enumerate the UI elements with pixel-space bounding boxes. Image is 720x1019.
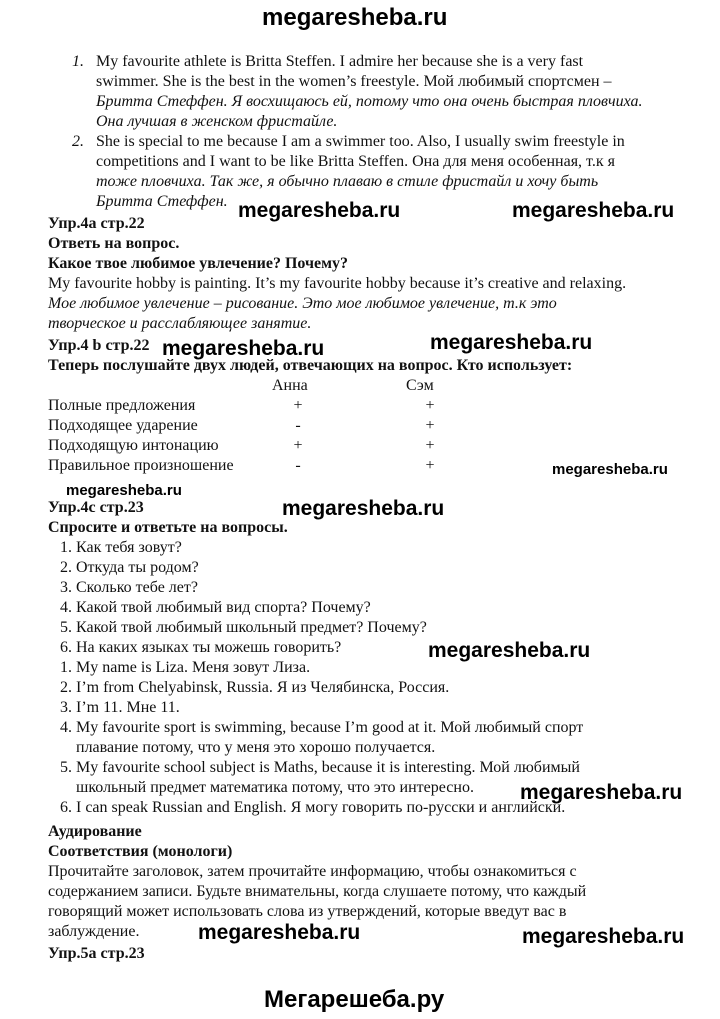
watermark: megaresheba.ru <box>428 639 591 662</box>
watermark: megaresheba.ru <box>238 199 401 222</box>
row-label: Правильное произношение <box>48 457 234 474</box>
intro-line: Она лучшая в женском фристайле. <box>96 113 338 130</box>
table-row <box>48 396 468 416</box>
intro-line: Бритта Стеффен. Я восхищаюсь ей, потому что она очень быстрая пловчиха. <box>96 93 643 110</box>
intro-line: тоже пловчиха. Так же, я обычно плаваю в стиле фристайл и хочу быть <box>96 173 599 190</box>
sam-mark: + <box>425 437 435 454</box>
listening-heading: Аудирование <box>48 823 142 840</box>
watermark: megaresheba.ru <box>522 925 685 948</box>
ex4a-answer-ru: Мое любимое увлечение – рисование. Это мое любимое увлечение, т.к это <box>48 295 557 312</box>
ex4c-task: Спросите и ответьте на вопросы. <box>48 519 288 536</box>
watermark: megaresheba.ru <box>552 461 668 478</box>
watermark: megaresheba.ru <box>282 497 445 520</box>
ex4b-task: Теперь послушайте двух людей, отвечающих на вопрос. Кто использует: <box>48 357 573 374</box>
sam-mark: + <box>425 457 435 474</box>
ex4a-task: Ответь на вопрос. <box>48 235 180 252</box>
listening-text: говорящий может использовать слова из утверждений, которые введут вас в <box>48 903 567 920</box>
row-label: Полные предложения <box>48 397 196 414</box>
ex4a-question: Какое твое любимое увлечение? Почему? <box>48 255 349 272</box>
anna-mark: - <box>295 417 301 434</box>
intro-line: Бритта Стеффен. <box>96 193 228 210</box>
table-row <box>48 416 468 436</box>
ex4a-heading: Упр.4a стр.22 <box>48 215 145 232</box>
intro-line: She is special to me because I am a swimmer too. Also, I usually swim freestyle in <box>96 133 625 150</box>
intro-line: My favourite athlete is Britta Steffen. I admire her because she is a very fast <box>96 53 584 70</box>
item-number: 1. <box>72 53 84 70</box>
site-header: megaresheba.ru <box>262 4 448 31</box>
watermark: megaresheba.ru <box>520 781 683 804</box>
listening-subheading: Соответствия (монологи) <box>48 843 233 860</box>
table-row <box>48 436 468 456</box>
ex4a-answer-en: My favourite hobby is painting. It’s my favourite hobby because it’s creative and relaxing. <box>48 275 627 292</box>
watermark: megaresheba.ru <box>66 482 182 499</box>
col-sam: Сэм <box>406 377 434 394</box>
item-number: 2. <box>72 133 84 150</box>
listening-text: заблуждение. <box>48 923 140 940</box>
ex4c-heading: Упр.4c стр.23 <box>48 499 144 516</box>
table-row <box>48 456 468 476</box>
anna-mark: - <box>295 457 301 474</box>
sam-mark: + <box>425 417 435 434</box>
watermark: megaresheba.ru <box>162 337 325 360</box>
listening-text: Прочитайте заголовок, затем прочитайте информацию, чтобы ознакомиться с <box>48 863 577 880</box>
watermark: megaresheba.ru <box>430 331 593 354</box>
intro-line: swimmer. She is the best in the women’s freestyle. Мой любимый спортсмен – <box>96 73 612 90</box>
sam-mark: + <box>425 397 435 414</box>
site-footer: Мегарешеба.ру <box>264 986 445 1013</box>
anna-mark: + <box>293 397 303 414</box>
watermark: megaresheba.ru <box>512 199 675 222</box>
listening-text: содержанием записи. Будьте внимательны, когда слушаете потому, что каждый <box>48 883 587 900</box>
row-label: Подходящее ударение <box>48 417 198 434</box>
anna-mark: + <box>293 437 303 454</box>
table-header <box>48 376 468 396</box>
row-label: Подходящую интонацию <box>48 437 219 454</box>
intro-line: competitions and I want to be like Britta Steffen. Она для меня особенная, т.к я <box>96 153 615 170</box>
ex5a-heading: Упр.5a стр.23 <box>48 945 145 962</box>
ex4a-answer-ru: творческое и расслабляющее занятие. <box>48 315 312 332</box>
ex4b-heading: Упр.4 b стр.22 <box>48 337 150 354</box>
watermark: megaresheba.ru <box>198 921 361 944</box>
col-anna: Анна <box>272 377 308 394</box>
